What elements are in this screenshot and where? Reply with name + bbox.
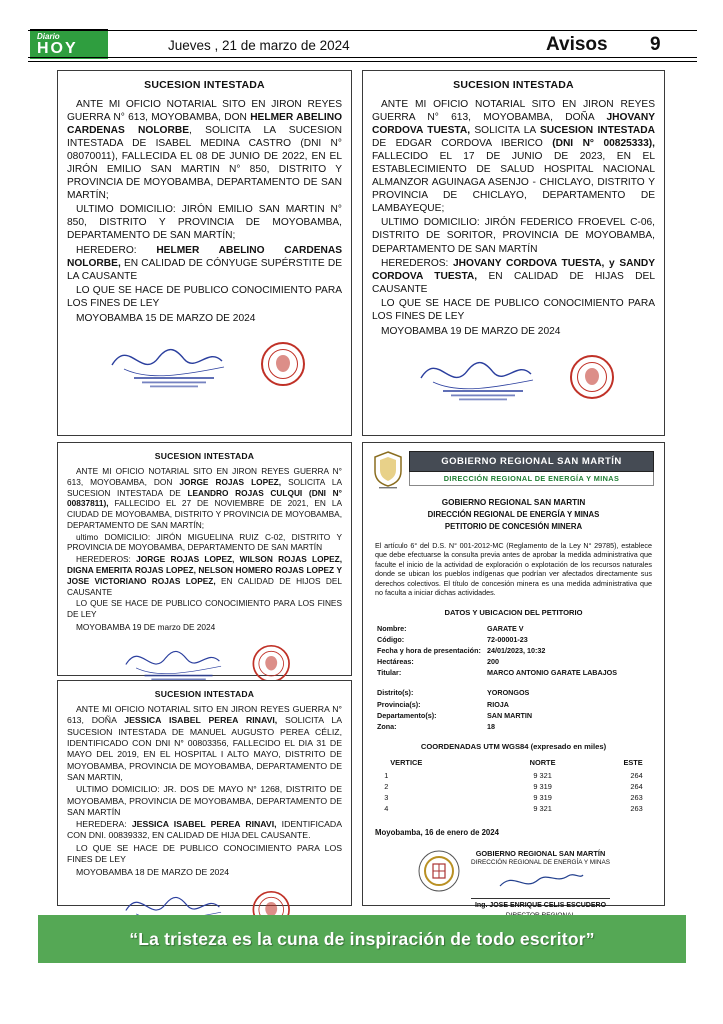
notice-paragraph: LO QUE SE HACE DE PUBLICO CONOCIMIENTO PARA LOS FINES DE LEY — [67, 284, 342, 309]
field-row — [377, 634, 650, 645]
section-title: Avisos — [546, 34, 608, 55]
notice-box-perea — [57, 680, 352, 906]
header-double-rule — [28, 57, 697, 62]
notice-date-line: MOYOBAMBA 18 DE MARZO DE 2024 — [76, 867, 230, 878]
notice-paragraph: LO QUE SE HACE DE PUBLICO CONOCIMIENTO PARA LOS FINES DE LEY — [67, 598, 342, 620]
coords-cell: 2 — [384, 782, 389, 792]
notice-paragraph: ANTE MI OFICIO NOTARIAL SITO EN JIRON REYES GUERRA N° 613, MOYOBAMBA, DON HELMER ABELINO CARDENAS NOLORBE, SOLICITA LA SUCESION INTESTADA DE ISABEL MEDINA CASTRO (DNI N° 08070011), FALLECIDA EL 08 DE JUNIO DE 2022, EN EL JIRÓN EMILIO SAN MARTIN N° 850, DISTRITO Y PROVINCIA DE MOYOBAMBA, DEPARTAMENTO DE SAN MARTÍN; — [67, 99, 342, 202]
field-row — [377, 656, 650, 667]
mining-date-line: Moyobamba, 16 de enero de 2024 — [375, 828, 499, 838]
notice-paragraph: HEREDERA: JESSICA ISABEL PEREA RINAVI, IDENTIFICADA CON DNI. 00839332, EN CALIDAD DE HIJA DEL CAUSANTE. — [67, 819, 342, 841]
mining-legal-paragraph: El artículo 6° del D.S. N° 001-2012-MC (Reglamento de la Ley N° 29785), establece que debe efectuarse la consulta previa antes de aprobar la medida administrativa que faculte el inicio de la actividad de exploración o explotación de los recursos naturales donde se ubican los pueblos indígenas que podrían ver afectados directamente sus derechos colectivos. El título de concesión minera es una medida administrativa que no faculta a iniciar dichas actividades. — [375, 540, 652, 598]
signer-block — [471, 849, 610, 920]
notice-paragraph: LO QUE SE HACE DE PUBLICO CONOCIMIENTO PARA LOS FINES DE LEY — [67, 842, 342, 865]
field-value: RIOJA — [487, 699, 509, 709]
direction-bar: DIRECCIÓN REGIONAL DE ENERGÍA Y MINAS — [409, 472, 654, 486]
footer-org: GOBIERNO REGIONAL SAN MARTÍN — [475, 849, 606, 859]
notice-paragraph: ANTE MI OFICIO NOTARIAL SITO EN JIRON REYES GUERRA N° 613, MOYOBAMBA, DOÑA JHOVANY CORDOVA TUESTA, SOLICITA LA SUCESION INTESTADA DE EDGAR CORDOVA IBERICO (DNI N° 00825333), FALLECIDO EL 17 DE JUNIO DE 2023, EN EL ESTABLECIMIENTO DE SALUD HOSPITAL NACIONAL ALMANZOR AGUINAGA ASENJO - CHICLAYO, DISTRITO Y PROVINCIA DE CHICLAYO, DEPARTAMENTO DE LAMBAYEQUE; — [372, 99, 655, 215]
mining-notice — [362, 442, 665, 909]
header-top-rule — [28, 30, 697, 31]
notice-paragraph: HEREDEROS: JHOVANY CORDOVA TUESTA, y SANDY CORDOVA TUESTA, EN CALIDAD DE HIJAS DEL CAUSANTE — [372, 257, 655, 295]
signer-name: Ing. JOSE ENRIQUE CELIS ESCUDERO — [471, 898, 610, 911]
coords-cell: 264 — [630, 771, 643, 781]
coords-cell: 263 — [630, 804, 643, 814]
coords-cell: 263 — [630, 793, 643, 803]
coords-row — [384, 781, 643, 792]
notice-paragraph: ANTE MI OFICIO NOTARIAL SITO EN JIRON REYES GUERRA N° 613, DOÑA JESSICA ISABEL PEREA RINAVI, SOLICITA LA SUCESION INTESTADA DE MANUEL AUGUSTO PEREA CÉLIZ, IDENTIFICADO CON DNI N° 00803356, FALLECIDO EL DIA 31 DE MAYO DEL 2019, EN EL HOSPITAL I ALTO MAYO, DISTRITO DE MOYOBAMBA, PROVINCIA DE MOYOBAMBA, DEPARTAMENTO DE SAN MARTIN, — [67, 704, 343, 782]
field-label: Distrito(s): — [377, 688, 414, 698]
notice-paragraph: LO QUE SE HACE DE PUBLICO CONOCIMIENTO PARA LOS FINES DE LEY — [372, 297, 655, 322]
notice-paragraph: ULTIMO DOMICILIO: JIRÓN EMILIO SAN MARTIN N° 850, DISTRITO Y PROVINCIA DE MOYOBAMBA, DEPARTAMENTO DE SAN MARTÍN; — [67, 204, 342, 242]
logo-hoy-text: HOY — [37, 40, 78, 57]
org-bar: GOBIERNO REGIONAL SAN MARTÍN — [409, 451, 654, 472]
field-label: Código: — [377, 634, 405, 644]
coords-row — [384, 792, 643, 803]
notice-paragraph: ultimo DOMICILIO: JIRÓN MIGUELINA RUIZ C-02, DISTRITO Y PROVINCIA DE MOYOBAMBA, DEPARTAMENTO DE SAN MARTÍN — [67, 531, 342, 553]
field-value: MARCO ANTONIO GARATE LABAJOS — [487, 668, 618, 678]
coords-header-row — [384, 757, 643, 770]
notary-signature-icon — [413, 348, 563, 406]
field-value: GARATE V — [487, 623, 524, 633]
field-row — [377, 687, 650, 698]
notary-seal-icon — [251, 644, 290, 683]
notice-paragraph: ULTIMO DOMICILIO: JR. DOS DE MAYO N° 1268, DISTRITO DE MOYOBAMBA, PROVINCIA DE MOYOBAMBA, DEPARTAMENTO DE SAN MARTÍN — [67, 784, 342, 817]
notice-box-cordova — [362, 70, 665, 436]
mining-header — [373, 451, 654, 489]
coords-header-vertice: VERTICE — [390, 758, 423, 768]
field-value: YORONGOS — [487, 688, 530, 698]
notary-seal-icon — [569, 354, 615, 400]
regional-coat-of-arms-icon — [373, 451, 403, 489]
field-label: Provincia(s): — [377, 699, 421, 709]
regional-seal-icon — [417, 849, 461, 893]
field-label: Hectáreas: — [377, 657, 414, 667]
field-label: Departamento(s): — [377, 710, 437, 720]
footer-direction: DIRECCIÓN REGIONAL DE ENERGÍA Y MINAS — [470, 859, 611, 867]
notice-title: SUCESION INTESTADA — [453, 79, 574, 91]
field-row — [377, 667, 650, 678]
coords-title: COORDENADAS UTM WGS84 (expresado en miles) — [420, 742, 607, 752]
notice-date-line: MOYOBAMBA 19 DE MARZO DE 2024 — [381, 325, 561, 337]
coords-cell: 9 321 — [533, 771, 552, 781]
field-value: 18 — [487, 721, 495, 731]
datos-title: DATOS Y UBICACION DEL PETITORIO — [444, 607, 583, 617]
logo-diario-text: Diario — [37, 32, 60, 41]
mining-footer — [373, 849, 654, 920]
field-row — [377, 721, 650, 732]
field-row — [377, 645, 650, 656]
field-value: 200 — [487, 657, 499, 667]
coords-cell: 9 319 — [533, 793, 552, 803]
coords-header-este: ESTE — [623, 758, 643, 768]
field-label: Zona: — [377, 721, 397, 731]
field-label: Fecha y hora de presentación: — [377, 645, 481, 655]
notice-box-rojas — [57, 442, 352, 676]
notice-date-line: MOYOBAMBA 19 DE marzo DE 2024 — [76, 621, 216, 632]
field-row — [377, 710, 650, 721]
notice-title: SUCESION INTESTADA — [154, 451, 255, 461]
notice-paragraph: HEREDEROS: JORGE ROJAS LOPEZ, WILSON ROJAS LOPEZ, DIGNA EMERITA ROJAS LOPEZ, NELSON HOMERO ROJAS LOPEZ Y JOSE VICTORIANO ROJAS LOPEZ, EN CALIDAD DE HIJOS DEL CAUSANTE — [67, 554, 342, 597]
field-label: Titular: — [377, 668, 402, 678]
mining-heading-petition: PETITORIO DE CONCESIÓN MINERA — [444, 521, 583, 531]
notice-paragraph: ULTIMO DOMICILIO: JIRÓN FEDERICO FROEVEL C-06, DISTRITO DE SORITOR, PROVINCIA DE MOYOBAMBA, DEPARTAMENTO DE SAN MARTÍN — [372, 217, 655, 255]
notice-box-cardenas — [57, 70, 352, 436]
newspaper-logo — [30, 29, 108, 59]
coords-cell: 264 — [630, 782, 643, 792]
mining-header-bars — [409, 451, 654, 486]
mining-heading-org: GOBIERNO REGIONAL SAN MARTIN — [441, 498, 586, 507]
notice-title: SUCESION INTESTADA — [154, 689, 255, 699]
coords-header-norte: NORTE — [529, 758, 556, 768]
notary-signature-icon — [104, 335, 254, 393]
coords-table — [384, 757, 643, 814]
field-row — [377, 699, 650, 710]
field-value: SAN MARTIN — [487, 710, 533, 720]
coords-row — [384, 803, 643, 814]
director-signature-icon — [496, 869, 586, 893]
coords-cell: 9 319 — [533, 782, 552, 792]
coords-cell: 1 — [384, 771, 389, 781]
notary-seal-icon — [260, 341, 306, 387]
petition-data-fields — [377, 623, 650, 732]
notice-paragraph: ANTE MI OFICIO NOTARIAL SITO EN JIRON REYES GUERRA N° 613, MOYOBAMBA, DON JORGE ROJAS LOPEZ, SOLICITA LA SUCESION INTESTADA DE LEANDRO ROJAS CULQUI (DNI N° 00837811), FALLECIDO EL 27 DE NOVIEMBRE DE 2021, EN LA CIUDAD DE MOYOBAMBA, DISTRITO Y PROVINCIA DE MOYOBAMBA, DEPARTAMENTO DE SAN MARTÍN; — [67, 466, 342, 530]
field-row — [377, 623, 650, 634]
notice-paragraph: HEREDERO: HELMER ABELINO CARDENAS NOLORBE, EN CALIDAD DE CÓNYUGE SUPÉRSTITE DE LA CAUSANTE — [67, 244, 342, 282]
field-label: Nombre: — [377, 623, 407, 633]
field-value: 24/01/2023, 10:32 — [487, 645, 546, 655]
coords-cell: 4 — [384, 804, 389, 814]
notary-signature-block — [372, 348, 655, 406]
quote-text: “La tristeza es la cuna de inspiración de todo escritor” — [129, 928, 595, 949]
field-value: 72-00001-23 — [487, 634, 528, 644]
quote-banner — [38, 915, 686, 963]
coords-cell: 3 — [384, 793, 389, 803]
notice-title: SUCESION INTESTADA — [144, 79, 265, 91]
mining-headings — [373, 497, 654, 533]
coords-cell: 9 321 — [533, 804, 552, 814]
mining-heading-direction: DIRECCIÓN REGIONAL DE ENERGÍA Y MINAS — [427, 510, 600, 520]
notice-date-line: MOYOBAMBA 15 DE MARZO DE 2024 — [76, 312, 256, 324]
edition-date: Jueves , 21 de marzo de 2024 — [168, 38, 350, 53]
coords-row — [384, 770, 643, 781]
notary-signature-block — [67, 335, 342, 393]
page-number: 9 — [650, 34, 661, 55]
